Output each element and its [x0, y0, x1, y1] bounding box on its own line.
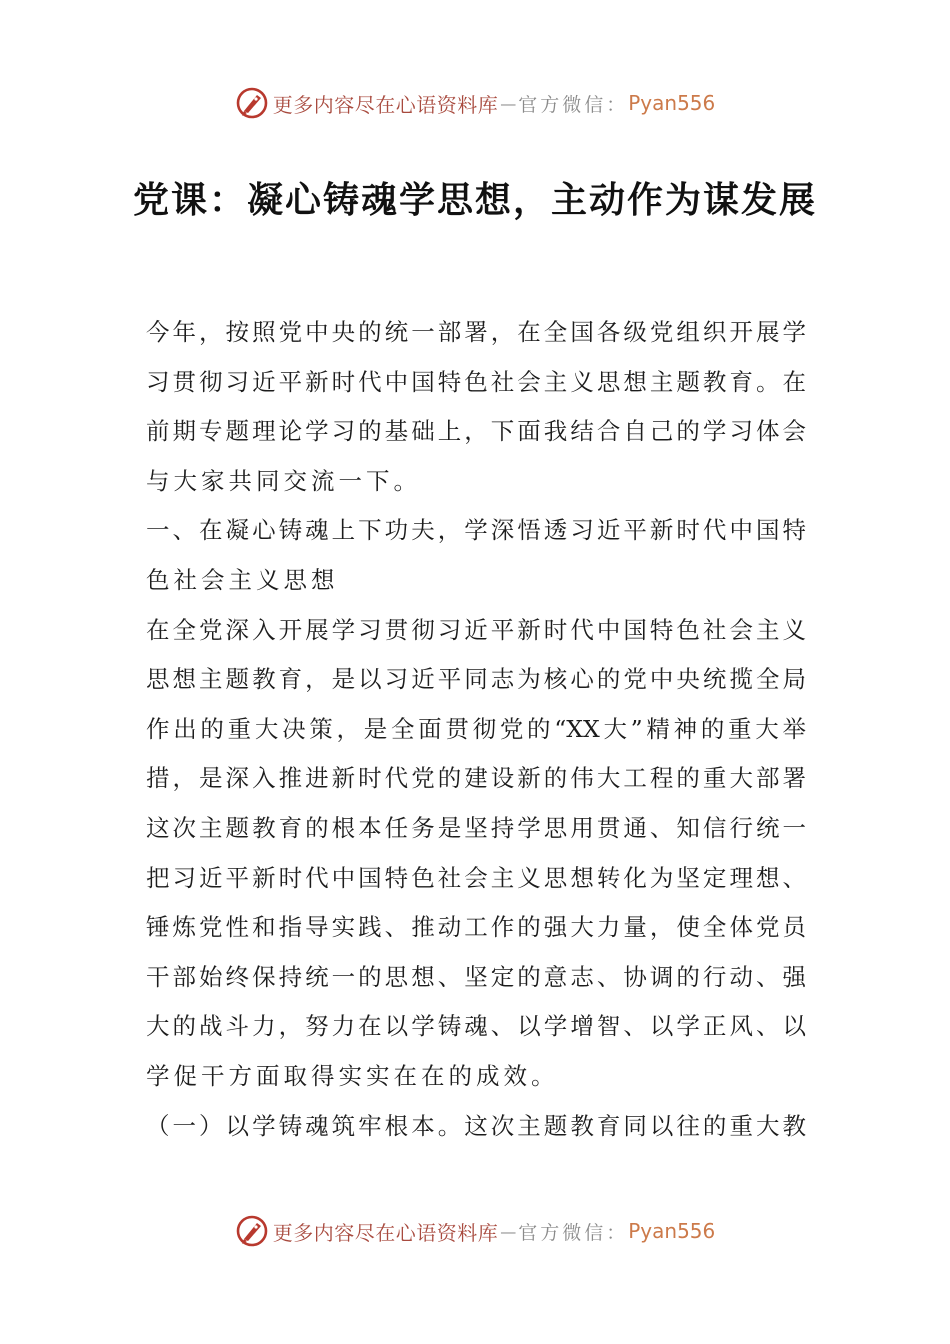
body-line-4: 与大家共同交流一下。 — [146, 466, 421, 495]
document-body — [146, 308, 806, 1151]
banner-wechat-label: 官方微信： — [518, 93, 629, 116]
body-line-7: 在全党深入开展学习贯彻习近平新时代中国特色社会主义 — [146, 615, 806, 644]
subsection-heading-line: （一）以学铸魂筑牢根本。这次主题教育同以往的重大教 — [146, 1111, 806, 1140]
banner-wechat-id: Pyan556 — [628, 91, 716, 115]
banner-wechat-label: 官方微信： — [518, 1221, 629, 1244]
body-line-2: 习贯彻习近平新时代中国特色社会主义思想主题教育。在 — [146, 367, 806, 396]
section-heading-line-1: 一、在凝心铸魂上下功夫，学深悟透习近平新时代中国特 — [146, 516, 806, 545]
body-line-10: 措，是深入推进新时代党的建设新的伟大工程的重大部署 — [146, 764, 806, 793]
body-line-13: 锤炼党性和指导实践、推动工作的强大力量，使全体党员 — [146, 913, 806, 942]
header-watermark — [0, 83, 950, 123]
body-line-14: 干部始终保持统一的思想、坚定的意志、协调的行动、强 — [146, 962, 806, 991]
pen-nib-icon — [235, 86, 269, 120]
banner-wechat-id: Pyan556 — [628, 1219, 716, 1243]
banner-separator: — — [500, 1221, 517, 1241]
body-line-12: 把习近平新时代中国特色社会主义思想转化为坚定理想、 — [146, 863, 806, 892]
footer-watermark — [0, 1211, 950, 1251]
banner-separator: — — [500, 93, 517, 113]
body-line-8: 思想主题教育，是以习近平同志为核心的党中央统揽全局 — [146, 665, 806, 694]
banner-library-text: 更多内容尽在心语资料库 — [272, 92, 499, 117]
pen-nib-icon — [235, 1214, 269, 1248]
section-heading-line-2: 色社会主义思想 — [146, 565, 339, 594]
body-line-11: 这次主题教育的根本任务是坚持学思用贯通、知信行统一 — [146, 813, 806, 842]
banner-library-text: 更多内容尽在心语资料库 — [272, 1220, 499, 1245]
body-line-1: 今年，按照党中央的统一部署，在全国各级党组织开展学 — [146, 318, 806, 346]
body-line-9: 作出的重大决策，是全面贯彻党的“XX大”精神的重大举 — [146, 714, 806, 743]
document-title: 党课：凝心铸魂学思想，主动作为谋发展 — [132, 180, 817, 221]
body-line-16: 学促干方面取得实实在在的成效。 — [146, 1061, 559, 1090]
body-line-3: 前期专题理论学习的基础上，下面我结合自己的学习体会 — [146, 417, 806, 446]
body-line-15: 大的战斗力，努力在以学铸魂、以学增智、以学正风、以 — [146, 1012, 806, 1041]
